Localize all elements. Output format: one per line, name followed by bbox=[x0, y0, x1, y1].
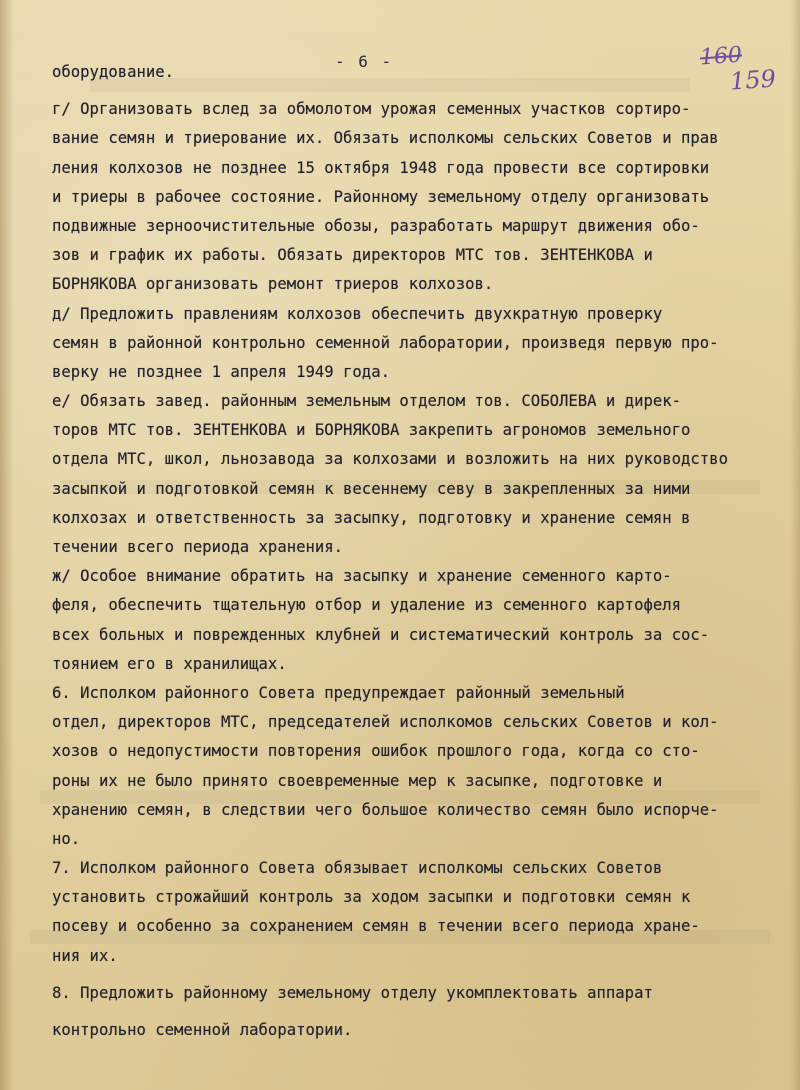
document-body bbox=[52, 58, 794, 1045]
text-line: феля, обеспечить тщательную отбор и удаление из семенного картофеля bbox=[52, 596, 682, 615]
text-line: 6. Исполком районного Совета предупреждает районный земельный bbox=[52, 683, 625, 702]
text-line: установить строжайший контроль за ходом засыпки и подготовки семян к bbox=[52, 888, 691, 907]
text-line: отдела МТС, школ, льнозавода за колхозами и возложить на них руководство bbox=[52, 450, 728, 469]
text-line: оборудование. bbox=[52, 63, 175, 81]
text-line: но. bbox=[52, 829, 81, 848]
archive-folio-number: 159 bbox=[729, 64, 777, 96]
text-line: верку не позднее 1 апреля 1949 года. bbox=[52, 362, 390, 381]
text-line: хозов о недопустимости повторения ошибок прошлого года, когда со сто- bbox=[52, 742, 700, 761]
text-line: хранению семян, в следствии чего большое количество семян было испорче- bbox=[52, 800, 719, 819]
archive-folio-number-crossed: 160 bbox=[699, 42, 743, 71]
page-number: - 6 - bbox=[335, 52, 394, 71]
text-line: д/ Предложить правлениям колхозов обеспечить двухкратную проверку bbox=[52, 304, 663, 323]
text-line: ления колхозов не позднее 15 октября 1948 года провести все сортировки bbox=[52, 158, 710, 177]
text-line: БОРНЯКОВА организовать ремонт триеров колхозов. bbox=[52, 275, 494, 294]
text-line: ж/ Особое внимание обратить на засыпку и хранение семенного карто- bbox=[52, 567, 672, 586]
text-line: засыпкой и подготовкой семян к весеннему севу в закрепленных за ними bbox=[52, 479, 691, 498]
text-line: колхозах и ответственность за засыпку, подготовку и хранение семян в bbox=[52, 508, 691, 527]
text-line: ния их. bbox=[52, 946, 118, 965]
text-line: всех больных и поврежденных клубней и систематический контроль за сос- bbox=[52, 625, 710, 644]
text-line: отдел, директоров МТС, председателей исполкомов сельских Советов и кол- bbox=[52, 713, 719, 732]
text-line: 7. Исполком районного Совета обязывает исполкомы сельских Советов bbox=[52, 859, 663, 878]
text-line: зов и график их работы. Обязать директоров МТС тов. ЗЕНТЕНКОВА и bbox=[52, 246, 653, 265]
text-line: течении всего периода хранения. bbox=[52, 538, 344, 556]
text-line: подвижные зерноочистительные обозы, разработать маршрут движения обо- bbox=[52, 216, 700, 235]
text-line: тоянием его в хранилищах. bbox=[52, 654, 287, 673]
page-edge-shadow-left bbox=[0, 0, 14, 1090]
text-line: торов МТС тов. ЗЕНТЕНКОВА и БОРНЯКОВА закрепить агрономов земельного bbox=[52, 421, 691, 440]
text-line: г/ Организовать вслед за обмолотом урожая семенных участков сортиро- bbox=[52, 100, 691, 119]
text-line: е/ Обязать завед. районным земельным отделом тов. СОБОЛЕВА и дирек- bbox=[52, 392, 682, 411]
text-line: контрольно семенной лаборатории. bbox=[52, 1021, 353, 1039]
text-line: посеву и особенно за сохранением семян в течении всего периода хране- bbox=[52, 917, 700, 936]
text-line: роны их не было принято своевременные мер к засыпке, подготовке и bbox=[52, 771, 663, 790]
text-line: семян в районной контрольно семенной лаборатории, произведя первую про- bbox=[52, 333, 719, 352]
text-line: и триеры в рабочее состояние. Районному земельному отделу организовать bbox=[52, 187, 710, 206]
text-line: вание семян и триерование их. Обязать исполкомы сельских Советов и прав bbox=[52, 129, 719, 148]
text-line: 8. Предложить районному земельному отделу укомплектовать аппарат bbox=[52, 983, 653, 1002]
